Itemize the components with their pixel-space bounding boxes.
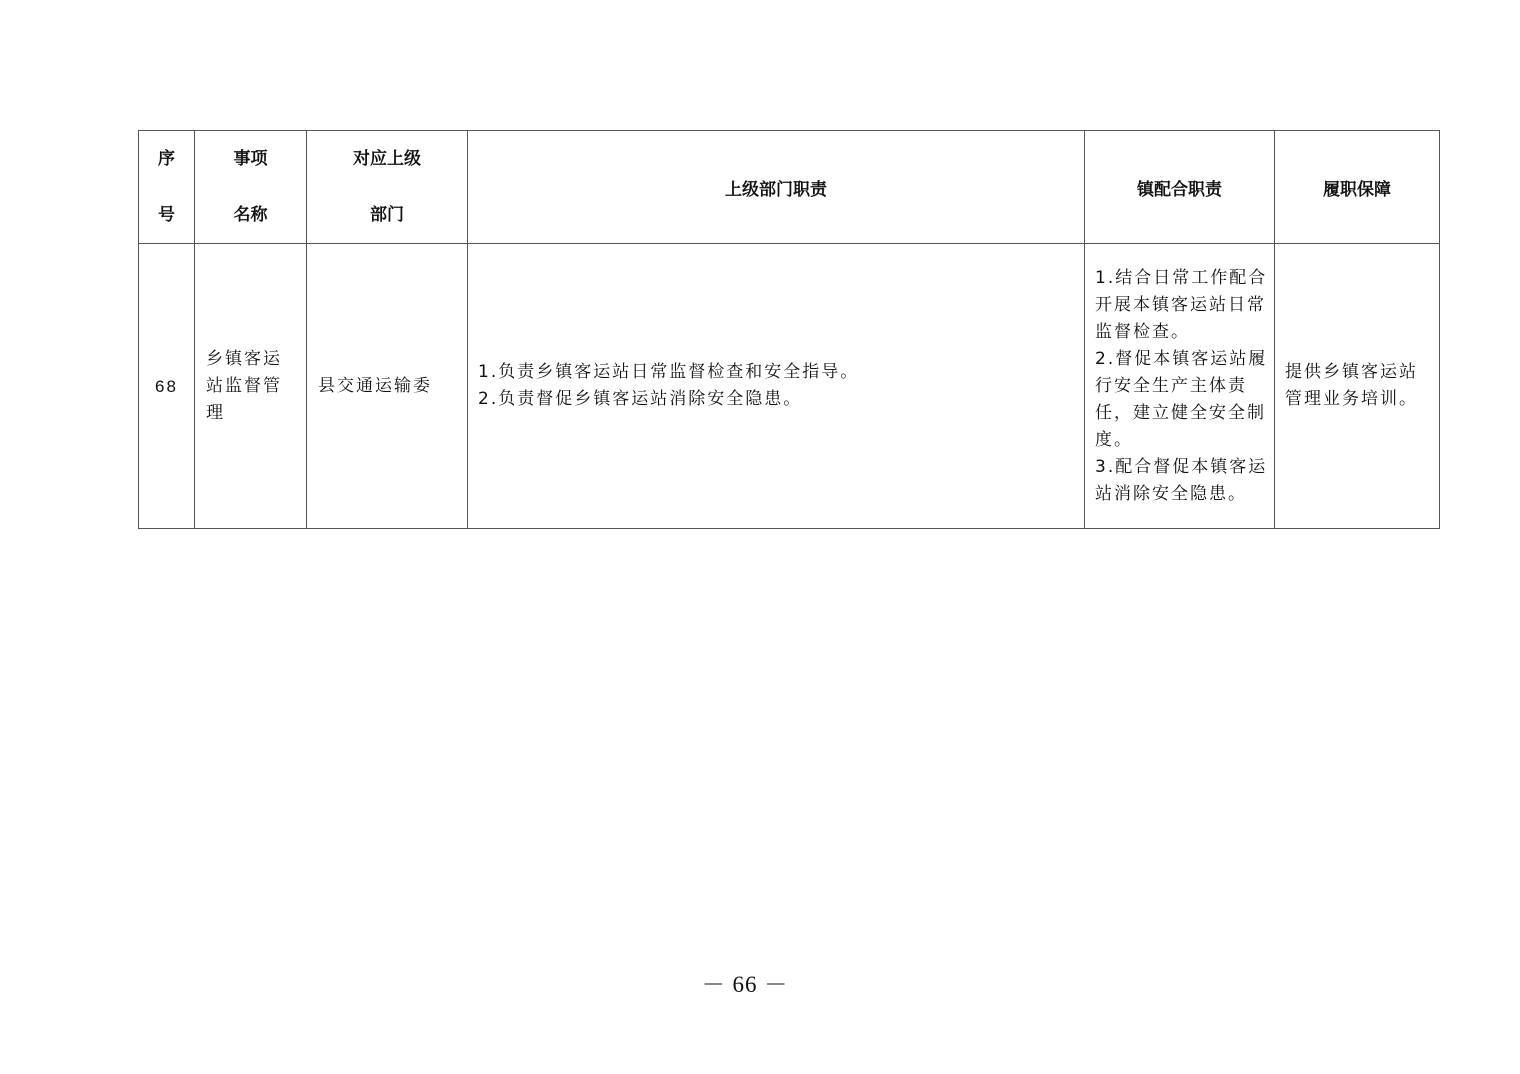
header-no-line1: 序	[158, 149, 175, 169]
superior-duty-item: 1.负责乡镇客运站日常监督检查和安全指导。	[478, 362, 860, 382]
header-no	[139, 131, 195, 244]
header-item-line2: 名称	[233, 205, 268, 225]
town-duty-item: 1.结合日常工作配合开展本镇客运站日常监督检查。	[1095, 267, 1268, 342]
town-duty-item: 2.督促本镇客运站履行安全生产主体责任，建立健全安全制度。	[1095, 348, 1268, 450]
superior-duty-item: 2.负责督促乡镇客运站消除安全隐患。	[478, 389, 803, 409]
table-header	[139, 131, 1440, 244]
duty-table	[138, 130, 1440, 529]
header-town-duties: 镇配合职责	[1085, 131, 1275, 244]
page-number: － 66 －	[701, 972, 789, 997]
row-item-name: 乡镇客运站监督管理	[195, 244, 307, 529]
header-row	[139, 131, 1440, 244]
header-superior-dept	[307, 131, 468, 244]
header-superior-duties: 上级部门职责	[468, 131, 1085, 244]
header-superior-dept-line1: 对应上级	[353, 149, 421, 169]
table-row	[139, 244, 1440, 529]
header-item-line1: 事项	[233, 149, 268, 169]
row-no: 68	[139, 244, 195, 529]
row-superior-dept: 县交通运输委	[307, 244, 468, 529]
row-superior-duties	[468, 244, 1085, 529]
header-item	[195, 131, 307, 244]
town-duty-item: 3.配合督促本镇客运站消除安全隐患。	[1095, 456, 1268, 504]
header-superior-dept-line2: 部门	[370, 205, 404, 225]
header-no-line2: 号	[158, 205, 175, 225]
header-guarantee: 履职保障	[1275, 131, 1440, 244]
row-town-duties	[1085, 244, 1275, 529]
row-guarantee: 提供乡镇客运站管理业务培训。	[1275, 244, 1440, 529]
